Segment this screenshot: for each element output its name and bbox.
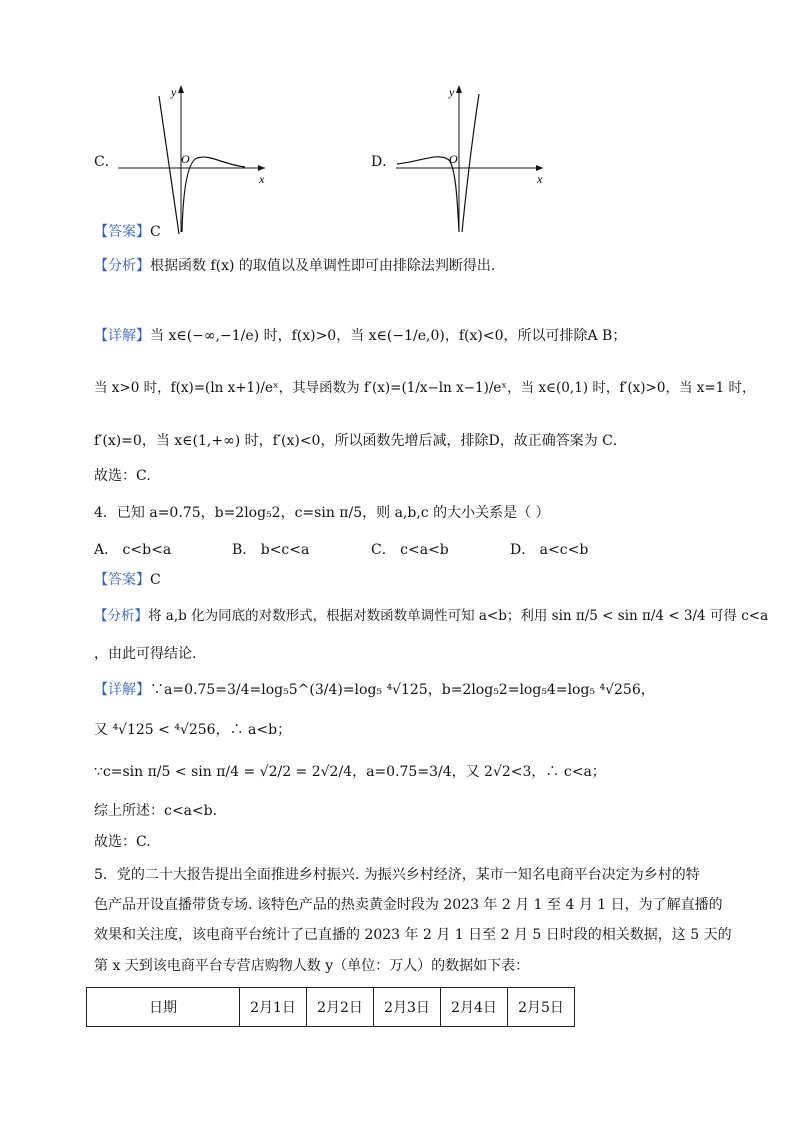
q3-choose: 故选：C. [94, 468, 151, 484]
detail-text: ∵a=0.75=3/4=log₅5^(3/4)=log₅ ⁴√125，b=2log₅2=log₅4=log₅ ⁴√256， [150, 682, 655, 698]
table-header-date: 日期 [87, 988, 240, 1027]
graph-c [115, 82, 275, 237]
graph-c-x-label: x [259, 172, 265, 186]
q4-option-c: C． c<a<b [371, 542, 449, 558]
q4-detail-line-2: 又 ⁴√125 < ⁴√256，∴ a<b； [94, 722, 292, 738]
q4-detail-line-1 [94, 680, 655, 700]
answer-value: C [150, 224, 161, 240]
q5-line-3: 效果和关注度，该电商平台统计了已直播的 2023 年 2 月 1 日至 2 月 5 日时段的相关数据，这 5 天的 [94, 927, 732, 943]
q4-choose: 故选：C. [94, 834, 151, 850]
q3-detail-line-3: f′(x)=0，当 x∈(1,+∞) 时，f′(x)<0，所以函数先增后减，排除D，故正确答案为 C． [94, 433, 627, 449]
table-row [87, 988, 575, 1027]
option-c-label: C． [94, 154, 119, 170]
detail-text: 当 x∈(−∞,−1/e) 时，f(x)>0，当 x∈(−1/e,0)，f(x)<0，所以可排除A B； [150, 328, 627, 344]
q3-answer [94, 222, 161, 242]
option-d-label: D． [371, 154, 397, 170]
answer-tag: 【答案】 [94, 224, 150, 240]
analysis-text: 将 a,b 化为同底的对数形式，根据对数函数单调性可知 a<b；利用 sin π/5 < sin π/4 < 3/4 可得 c<a [148, 608, 769, 624]
answer-tag: 【答案】 [94, 572, 150, 588]
q5-line-2: 色产品开设直播带货专场. 该特色产品的热卖黄金时段为 2023 年 2 月 1 至 4 月 1 日，为了解直播的 [94, 897, 723, 913]
q3-analysis [94, 256, 495, 276]
graph-d-origin: O [449, 152, 458, 166]
q4-stem: 4．已知 a=0.75，b=2log₅2，c=sin π/5，则 a,b,c 的大小关系是（ ） [94, 505, 550, 521]
table-cell: 2月1日 [240, 988, 307, 1027]
table-cell: 2月4日 [441, 988, 508, 1027]
graph-d [393, 82, 553, 237]
table-cell: 2月5日 [508, 988, 575, 1027]
analysis-text: 根据函数 f(x) 的取值以及单调性即可由排除法判断得出. [150, 258, 496, 274]
analysis-tag: 【分析】 [94, 258, 150, 274]
detail-tag: 【详解】 [94, 328, 150, 344]
graph-d-y-label: y [449, 85, 455, 99]
q5-line-1: 5．党的二十大报告提出全面推进乡村振兴. 为振兴乡村经济，某市一知名电商平台决定为乡村的特 [94, 867, 700, 883]
q3-detail-line-1 [94, 326, 626, 346]
q4-analysis-line-2: ，由此可得结论. [94, 646, 197, 662]
q3-detail-line-2: 当 x>0 时，f(x)=(ln x+1)/eˣ，其导函数为 f′(x)=(1/x−ln x−1)/eˣ，当 x∈(0,1) 时，f′(x)>0，当 x=1 时， [94, 380, 756, 396]
analysis-tag: 【分析】 [94, 608, 148, 624]
q4-option-b: B． b<c<a [232, 542, 310, 558]
graph-c-y-label: y [171, 85, 177, 99]
q5-data-table [86, 987, 575, 1027]
graph-d-x-label: x [537, 172, 543, 186]
q4-option-a: A． c<b<a [94, 542, 172, 558]
q4-option-d: D． a<c<b [510, 542, 589, 558]
table-cell: 2月3日 [374, 988, 441, 1027]
table-cell: 2月2日 [307, 988, 374, 1027]
q4-detail-line-3: ∵c=sin π/5 < sin π/4 = √2/2 = 2√2/4，a=0.75=3/4，又 2√2<3，∴ c<a； [94, 764, 606, 780]
q5-line-4: 第 x 天到该电商平台专营店购物人数 y（单位：万人）的数据如下表： [94, 958, 530, 974]
graph-c-origin: O [181, 152, 190, 166]
q4-summary: 综上所述：c<a<b. [94, 803, 218, 819]
q4-analysis-line-1 [94, 606, 768, 626]
q4-answer [94, 570, 161, 590]
detail-tag: 【详解】 [94, 682, 150, 698]
answer-value: C [150, 572, 161, 588]
